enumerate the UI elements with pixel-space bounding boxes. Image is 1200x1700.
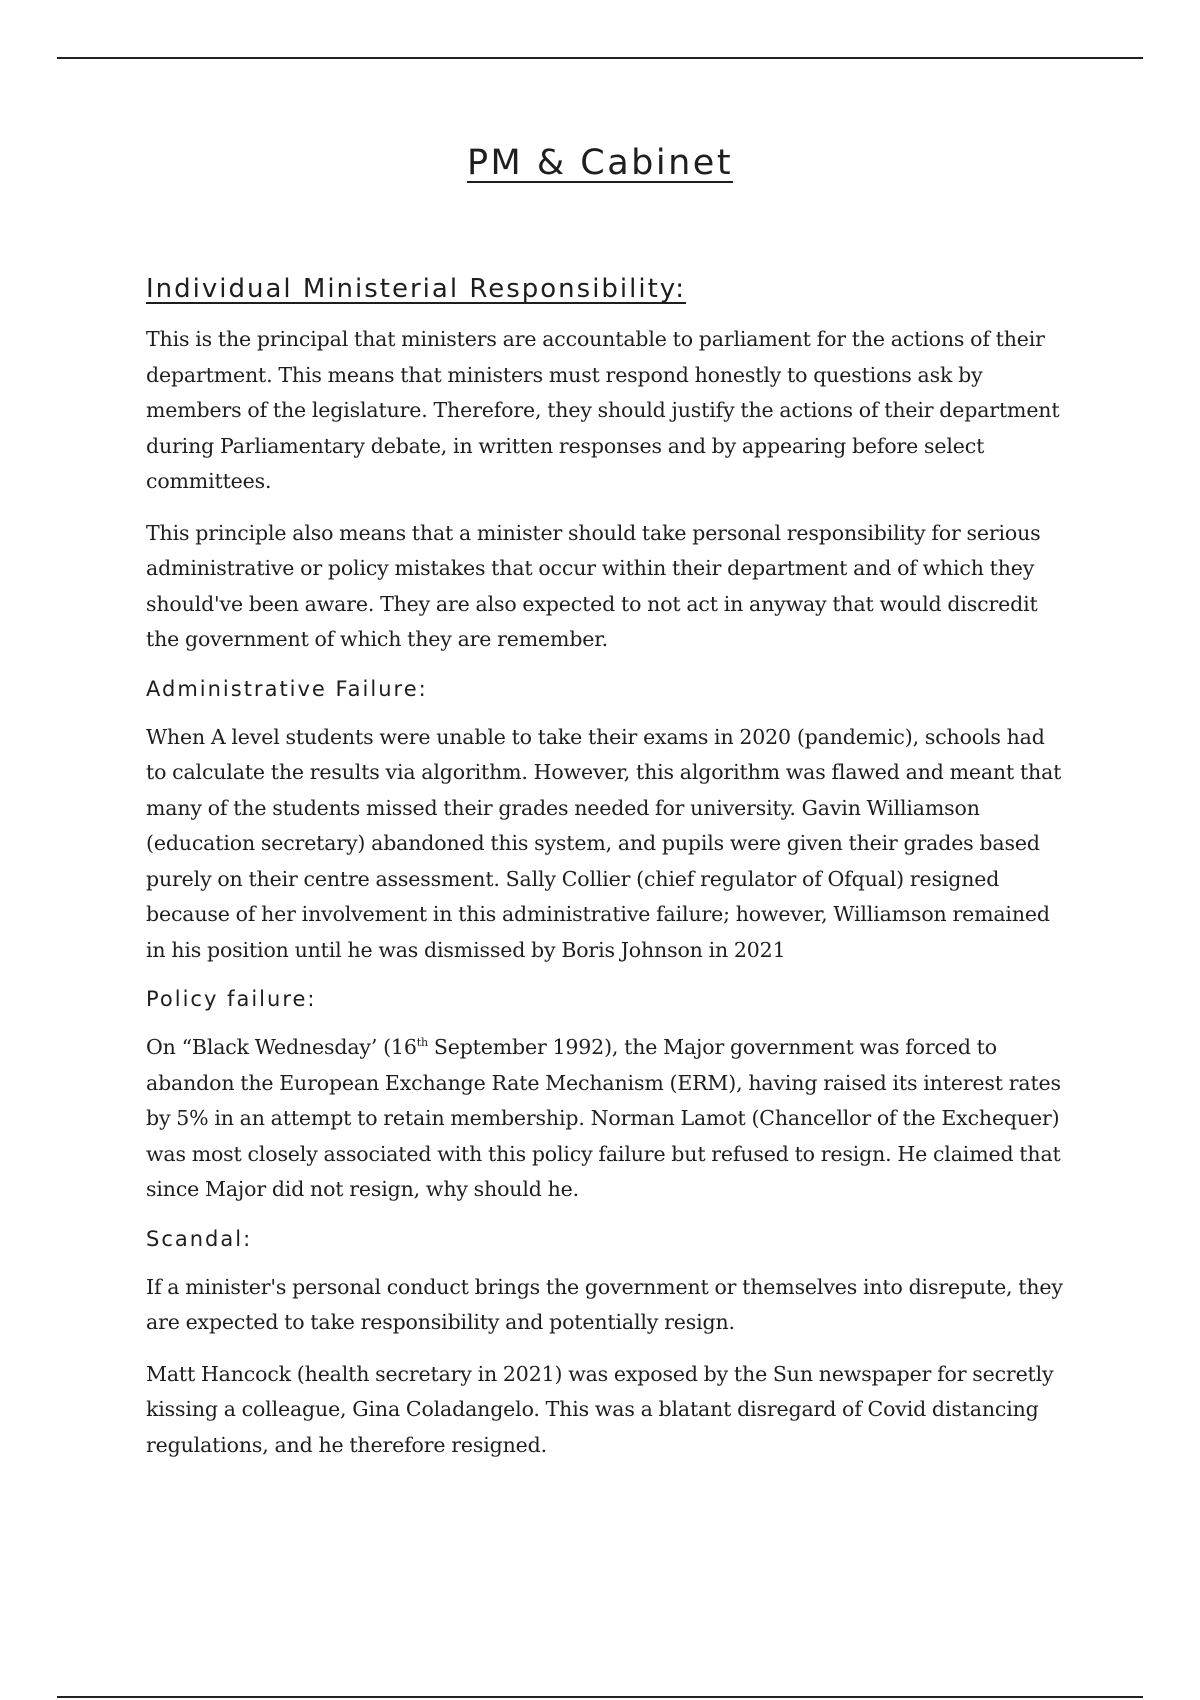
document-body [146, 271, 1066, 1479]
policy-failure-paragraph [146, 1030, 1066, 1208]
top-divider [57, 57, 1143, 59]
administrative-failure-heading: Administrative Failure: [146, 676, 428, 701]
intro-paragraph-1: This is the principal that ministers are accountable to parliament for the actions of their department. This means that ministers must respond honestly to questions ask by members of the legislature. Therefore, they should justify the actions of their department during Parliamentary debate, in written responses and by appearing before select committees. [146, 327, 1060, 493]
administrative-failure-paragraph: When A level students were unable to take their exams in 2020 (pandemic), schools had to calculate the results via algorithm. However, this algorithm was flawed and meant that many of the students missed their grades needed for university. Gavin Williamson (education secretary) abandoned this system, and pupils were given their grades based purely on their centre assessment. Sally Collier (chief regulator of Ofqual) resigned because of her involvement in this administrative failure; however, Williamson remained in his position until he was dismissed by Boris Johnson in 2021 [146, 724, 1062, 962]
section-heading-text: Individual Ministerial Responsibility: [146, 274, 687, 304]
policy-text-start: On “Black Wednesday’ (16 [146, 1035, 417, 1059]
intro-paragraph-2: This principle also means that a minister should take personal responsibility for serious administrative or policy mistakes that occur within their department and of which they should've been aware. They are also expected to not act in anyway that would discredit the government of which they are remember. [146, 520, 1041, 651]
bottom-divider [57, 1696, 1143, 1698]
page-title [0, 143, 1200, 183]
ordinal-suffix: th [416, 1036, 428, 1050]
section-heading [146, 271, 1066, 307]
policy-text-rest: September 1992), the Major government was forced to abandon the European Exchange Rate Mechanism (ERM), having raised its interest rates by 5% in an attempt to retain membership. Norman Lamot (Chancellor of the Exchequer) was most closely associated with this policy failure but refused to resign. He claimed that since Major did not resign, why should he. [146, 1035, 1061, 1201]
policy-failure-heading: Policy failure: [146, 987, 317, 1011]
scandal-paragraph-1: If a minister's personal conduct brings the government or themselves into disrepute, they are expected to take responsibility and potentially resign. [146, 1274, 1063, 1334]
page-title-text: PM & Cabinet [466, 143, 734, 183]
scandal-heading: Scandal: [146, 1226, 253, 1251]
scandal-paragraph-2: Matt Hancock (health secretary in 2021) was exposed by the Sun newspaper for secretly kissing a colleague, Gina Coladangelo. This was a blatant disregard of Covid distancing regulations, and he therefore resigned. [146, 1361, 1054, 1457]
